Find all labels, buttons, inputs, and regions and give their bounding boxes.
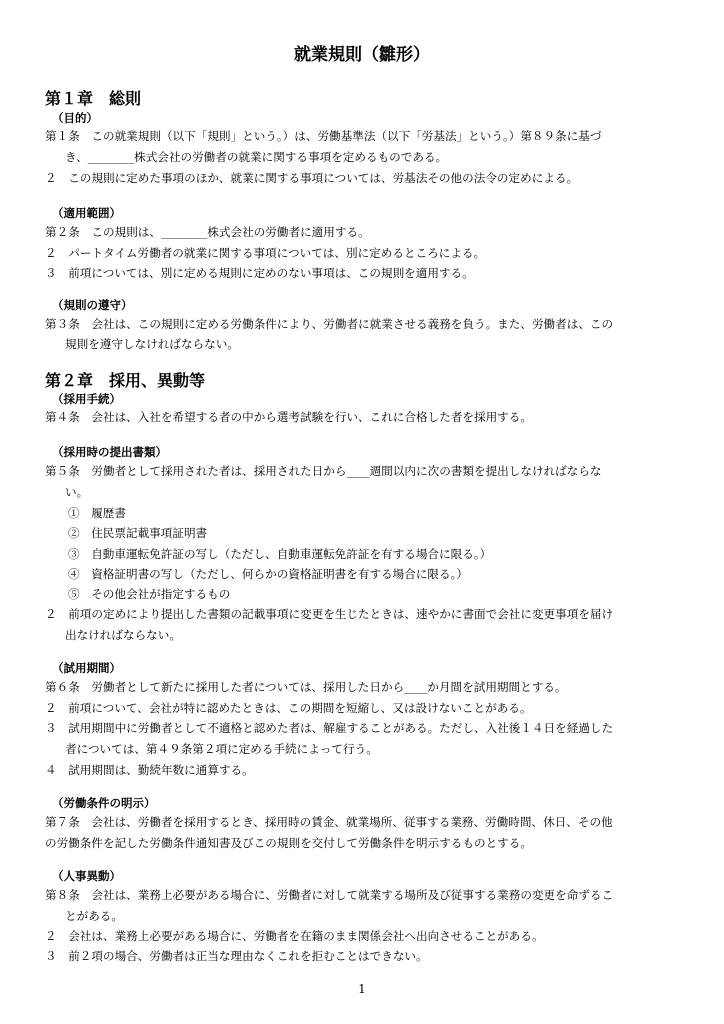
article-6-caption: （試用期間） bbox=[52, 661, 121, 675]
article-6-line: ２ 前項について、会社が特に認めたときは、この期間を短縮し、又は設けないことがある。 bbox=[45, 701, 532, 715]
article-8-line: ２ 会社は、業務上必要がある場合に、労働者を在籍のまま関係会社へ出向させることがある。 bbox=[45, 929, 544, 943]
article-4-line: 第４条 会社は、入社を希望する者の中から選考試験を行い、これに合格した者を採用する。 bbox=[45, 410, 532, 424]
article-5-caption: （採用時の提出書類） bbox=[52, 445, 167, 459]
list-item: ③ 自動車運転免許証の写し（ただし、自動車運転免許証を有する場合に限る。） bbox=[68, 547, 492, 561]
chapter-2-heading: 第２章 採用、異動等 bbox=[45, 371, 206, 390]
article-1-caption: （目的） bbox=[52, 111, 98, 125]
list-item: ① 履歴書 bbox=[68, 506, 126, 520]
article-2-line: ３ 前項については、別に定める規則に定めのない事項は、この規則を適用する。 bbox=[45, 266, 474, 280]
page-number: 1 bbox=[358, 982, 366, 996]
article-6-line: 者については、第４９条第２項に定める手続によって行う。 bbox=[65, 742, 378, 756]
list-item: ② 住民票記載事項証明書 bbox=[68, 526, 208, 540]
article-4-caption: （採用手続） bbox=[52, 392, 121, 406]
document-title: 就業規則（雛形） bbox=[294, 45, 430, 65]
article-7-line: の労働条件を記した労働条件通知書及びこの規則を交付して労働条件を明示するものとする。 bbox=[45, 836, 532, 850]
article-5-line: 出なければならない。 bbox=[65, 628, 181, 642]
article-5-line: ２ 前項の定めにより提出した書類の記載事項に変更を生じたときは、速やかに書面で会社に変更事項を届け bbox=[45, 607, 614, 621]
article-6-line: 第６条 労働者として新たに採用した者については、採用した日から____か月間を試用期間とする。 bbox=[45, 680, 567, 694]
article-8-line: とがある。 bbox=[65, 909, 123, 923]
article-2-caption: （適用範囲） bbox=[52, 206, 121, 220]
article-7-caption: （労働条件の明示） bbox=[52, 796, 156, 810]
article-1-line: 第１条 この就業規則（以下「規則」という。）は、労働基準法（以下「労基法」という。）第８９条に基づ bbox=[45, 129, 602, 143]
list-item: ④ 資格証明書の写し（ただし、何らかの資格証明書を有する場合に限る。） bbox=[68, 567, 468, 581]
article-3-caption: （規則の遵守） bbox=[52, 298, 133, 312]
article-5-line: 第５条 労働者として採用された者は、採用された日から____週間以内に次の書類を提出しなければならな bbox=[45, 464, 602, 478]
article-8-line: ３ 前２項の場合、労働者は正当な理由なくこれを拒むことはできない。 bbox=[45, 949, 428, 963]
article-7-line: 第７条 会社は、労働者を採用するとき、採用時の賃金、就業場所、従事する業務、労働時間、休日、その他 bbox=[45, 815, 613, 829]
article-8-line: 第８条 会社は、業務上必要がある場合に、労働者に対して就業する場所及び従事する業務の変更を命ずるこ bbox=[45, 888, 614, 902]
article-1-line: ２ この規則に定めた事項のほか、就業に関する事項については、労基法その他の法令の定めによる。 bbox=[45, 171, 579, 185]
article-3-line: 規則を遵守しなければならない。 bbox=[65, 337, 239, 351]
article-2-line: ２ パートタイム労働者の就業に関する事項については、別に定めるところによる。 bbox=[45, 246, 486, 260]
article-6-line: ３ 試用期間中に労働者として不適格と認めた者は、解雇することがある。ただし、入社後１４日を経過した bbox=[45, 721, 614, 735]
article-2-line: 第２条 この規則は、________株式会社の労働者に適用する。 bbox=[45, 225, 370, 239]
article-6-line: ４ 試用期間は、勤続年数に通算する。 bbox=[45, 763, 254, 777]
chapter-1-heading: 第１章 総則 bbox=[45, 89, 142, 108]
article-1-line: き、________株式会社の労働者の就業に関する事項を定めるものである。 bbox=[65, 150, 448, 164]
list-item: ⑤ その他会社が指定するもの bbox=[68, 587, 231, 601]
article-8-caption: （人事異動） bbox=[52, 869, 121, 883]
article-5-line: い。 bbox=[65, 485, 89, 499]
article-3-line: 第３条 会社は、この規則に定める労働条件により、労働者に就業させる義務を負う。また、労働者は、この bbox=[45, 317, 614, 331]
